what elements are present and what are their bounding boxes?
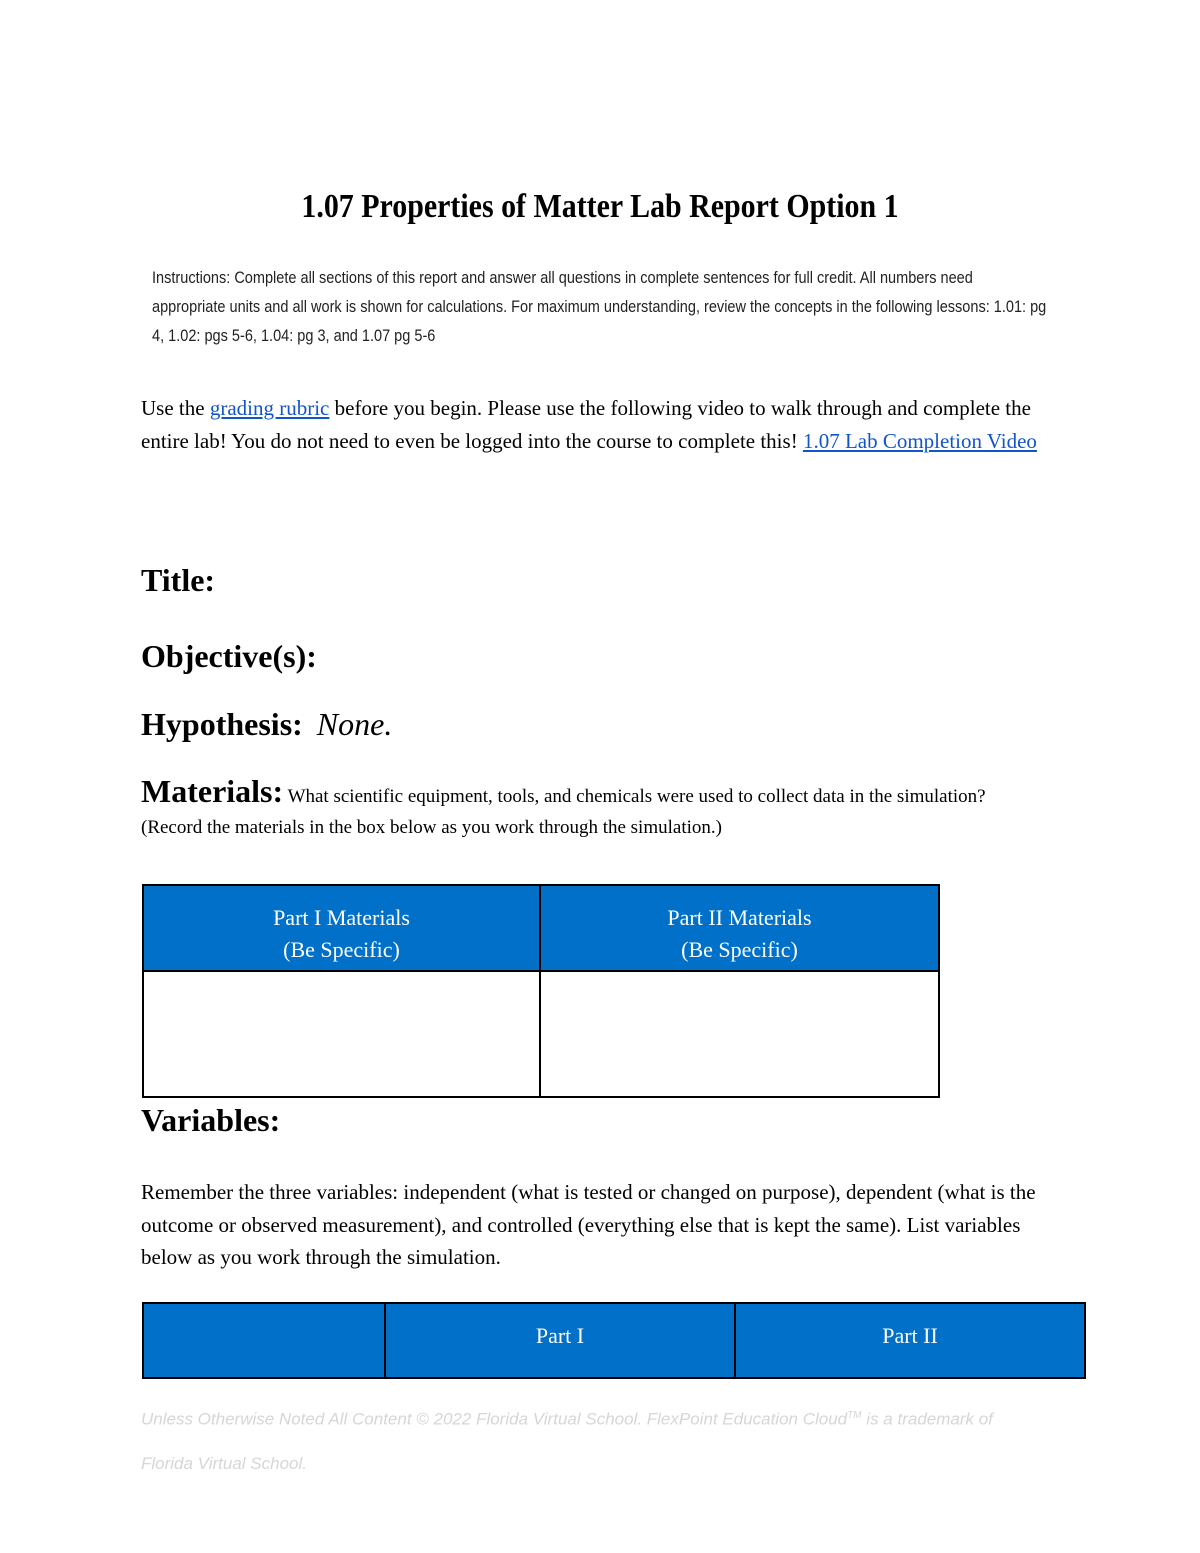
hypothesis-heading — [141, 706, 392, 743]
intro-paragraph — [141, 392, 1071, 457]
materials-header-part2-line1: Part II Materials — [667, 905, 812, 930]
variables-header-part1: Part I — [386, 1304, 736, 1377]
materials-table — [142, 884, 940, 1098]
materials-header-part2 — [541, 886, 938, 972]
title-heading: Title: — [141, 562, 216, 598]
materials-section — [141, 773, 1041, 843]
variables-description: Remember the three variables: independent (what is tested or changed on purpose), dependent (what is the outcome or observed measurement), and controlled (everything else that is kept the same). List variables below as you work through the simulation. — [141, 1180, 1036, 1269]
intro-text-before: Use the — [141, 396, 210, 420]
variables-table — [142, 1302, 1086, 1379]
hypothesis-label: Hypothesis: — [141, 706, 303, 742]
copyright-footer — [141, 1394, 1041, 1486]
materials-heading: Materials: — [141, 773, 284, 809]
instructions-text: Instructions: Complete all sections of this report and answer all questions in complete sentences for full credit. All numbers need appropriate units and all work is shown for calculations. For maximum understanding, review the concepts in the following lessons: 1.01: pg 4, 1.02: pgs 5-6, 1.04: pg 3, and 1.07 pg 5-6 — [152, 269, 1047, 345]
hypothesis-value: None. — [316, 706, 393, 742]
materials-header-part1 — [144, 886, 541, 972]
variables-header-part2: Part II — [736, 1304, 1086, 1377]
materials-header-part1-line2: (Be Specific) — [283, 937, 400, 962]
trademark-symbol: TM — [847, 1410, 862, 1421]
materials-header-part1-line1: Part I Materials — [273, 905, 410, 930]
variables-header-blank — [144, 1304, 386, 1377]
document-title: 1.07 Properties of Matter Lab Report Option 1 — [301, 188, 899, 225]
footer-text: Unless Otherwise Noted All Content © 2022 Florida Virtual School. FlexPoint Education Cloud — [141, 1409, 848, 1429]
materials-header-part2-line2: (Be Specific) — [681, 937, 798, 962]
variables-heading: Variables: — [141, 1102, 281, 1138]
footer-text-after: is a trademark of Florida Virtual School. — [141, 1409, 993, 1473]
materials-cell-part1[interactable] — [144, 972, 541, 1096]
objectives-heading: Objective(s): — [141, 638, 317, 674]
lab-video-link[interactable]: 1.07 Lab Completion Video — [802, 428, 1037, 453]
materials-description: What scientific equipment, tools, and chemicals were used to collect data in the simulation? (Record the materials in the box below as you work through the simulation.) — [141, 786, 986, 838]
grading-rubric-link[interactable]: grading rubric — [209, 396, 330, 420]
materials-cell-part2[interactable] — [541, 972, 938, 1096]
intro-text-middle: before you begin. Please use the following video to walk through and complete the entire lab! You do not need to even be logged into the course to complete this! — [141, 396, 1031, 453]
